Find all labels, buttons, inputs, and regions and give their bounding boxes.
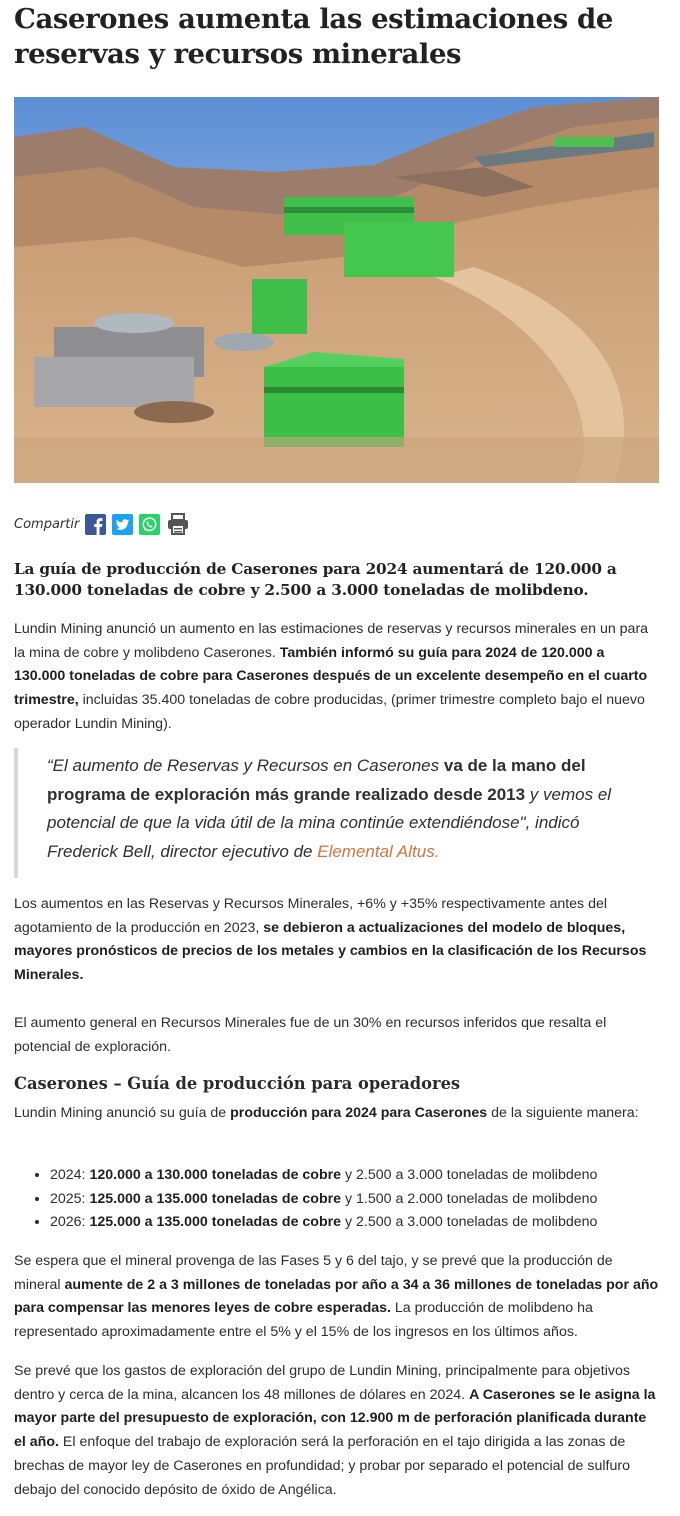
list-item: • 2025: 125.000 a 135.000 toneladas de cobre y 1.500 a 2.000 toneladas de molibdeno [50, 1188, 659, 1212]
hero-image [14, 97, 659, 483]
paragraph-4: Lundin Mining anunció su guía de producción para 2024 para Caserones de la siguiente manera: [14, 1105, 639, 1121]
twitter-icon[interactable] [112, 514, 133, 535]
elemental-altus-link[interactable]: Elemental Altus. [317, 841, 440, 861]
paragraph-5: Se espera que el mineral provenga de las Fases 5 y 6 del tajo, y se prevé que la producción de mineral aumente de 2 a 3 millones de toneladas por año a 34 a 36 millones de toneladas por año para compensar las menores leyes de cobre esperadas. La producción de molibdeno ha representado aproximadamente entre el 5% y el 15% de los ingresos en los últimos años. [14, 1253, 659, 1341]
list-item: • 2026: 125.000 a 135.000 toneladas de cobre y 2.500 a 3.000 toneladas de molibdeno [50, 1211, 659, 1235]
facebook-icon[interactable] [85, 514, 106, 535]
guidance-list [14, 1164, 659, 1235]
blockquote [14, 748, 618, 878]
paragraph-3: El aumento general en Recursos Minerales fue de un 30% en recursos inferidos que resalta el potencial de exploración. [14, 1015, 607, 1055]
article-title: Caserones aumenta las estimaciones de reservas y recursos minerales [14, 3, 613, 70]
list-item: • 2024: 120.000 a 130.000 toneladas de cobre y 2.500 a 3.000 toneladas de molibdeno [50, 1164, 659, 1188]
section-heading: Caserones – Guía de producción para operadores [14, 1074, 461, 1093]
share-label: Compartir [14, 516, 80, 532]
paragraph-2: Los aumentos en las Reservas y Recursos Minerales, +6% y +35% respectivamente antes del agotamiento de la producción en 2023, se debieron a actualizaciones del modelo de bloques, mayores pronósticos de precios de los metales y cambios en la clasificación de los Recursos Minerales. [14, 896, 647, 984]
share-bar [14, 511, 196, 537]
whatsapp-icon[interactable] [139, 514, 160, 535]
quote-text: “El aumento de Reservas y Recursos en Caserones va de la mano del programa de exploración más grande realizado desde 2013 y vemos el potencial de que la vida útil de la mina continúe extendiéndose", indicó Frederick Bell, director ejecutivo de Elemental Altus. [47, 756, 612, 861]
print-icon[interactable] [166, 512, 190, 536]
paragraph-6: Se prevé que los gastos de exploración del grupo de Lundin Mining, principalmente para objetivos dentro y cerca de la mina, alcancen los 48 millones de dólares en 2024. A Caserones se le asigna la mayor parte del presupuesto de exploración, con 12.900 m de perforación planificada durante el año. El enfoque del trabajo de exploración será la perforación en el tajo dirigida a las zonas de brechas de mayor ley de Caserones en profundidad; y probar por separado el potencial de sulfuro debajo del conocido depósito de óxido de Angélica. [14, 1363, 656, 1498]
paragraph-1: Lundin Mining anunció un aumento en las estimaciones de reservas y recursos minerales en un para la mina de cobre y molibdeno Caserones. También informó su guía para 2024 de 120.000 a 130.000 toneladas de cobre para Caserones después de un excelente desempeño en el cuarto trimestre, incluidas 35.400 toneladas de cobre producidas, (primer trimestre completo bajo el nuevo operador Lundin Mining). [14, 621, 649, 732]
article-lead: La guía de producción de Caserones para 2024 aumentará de 120.000 a 130.000 toneladas de cobre y 2.500 a 3.000 toneladas de molibdeno. [14, 560, 617, 599]
